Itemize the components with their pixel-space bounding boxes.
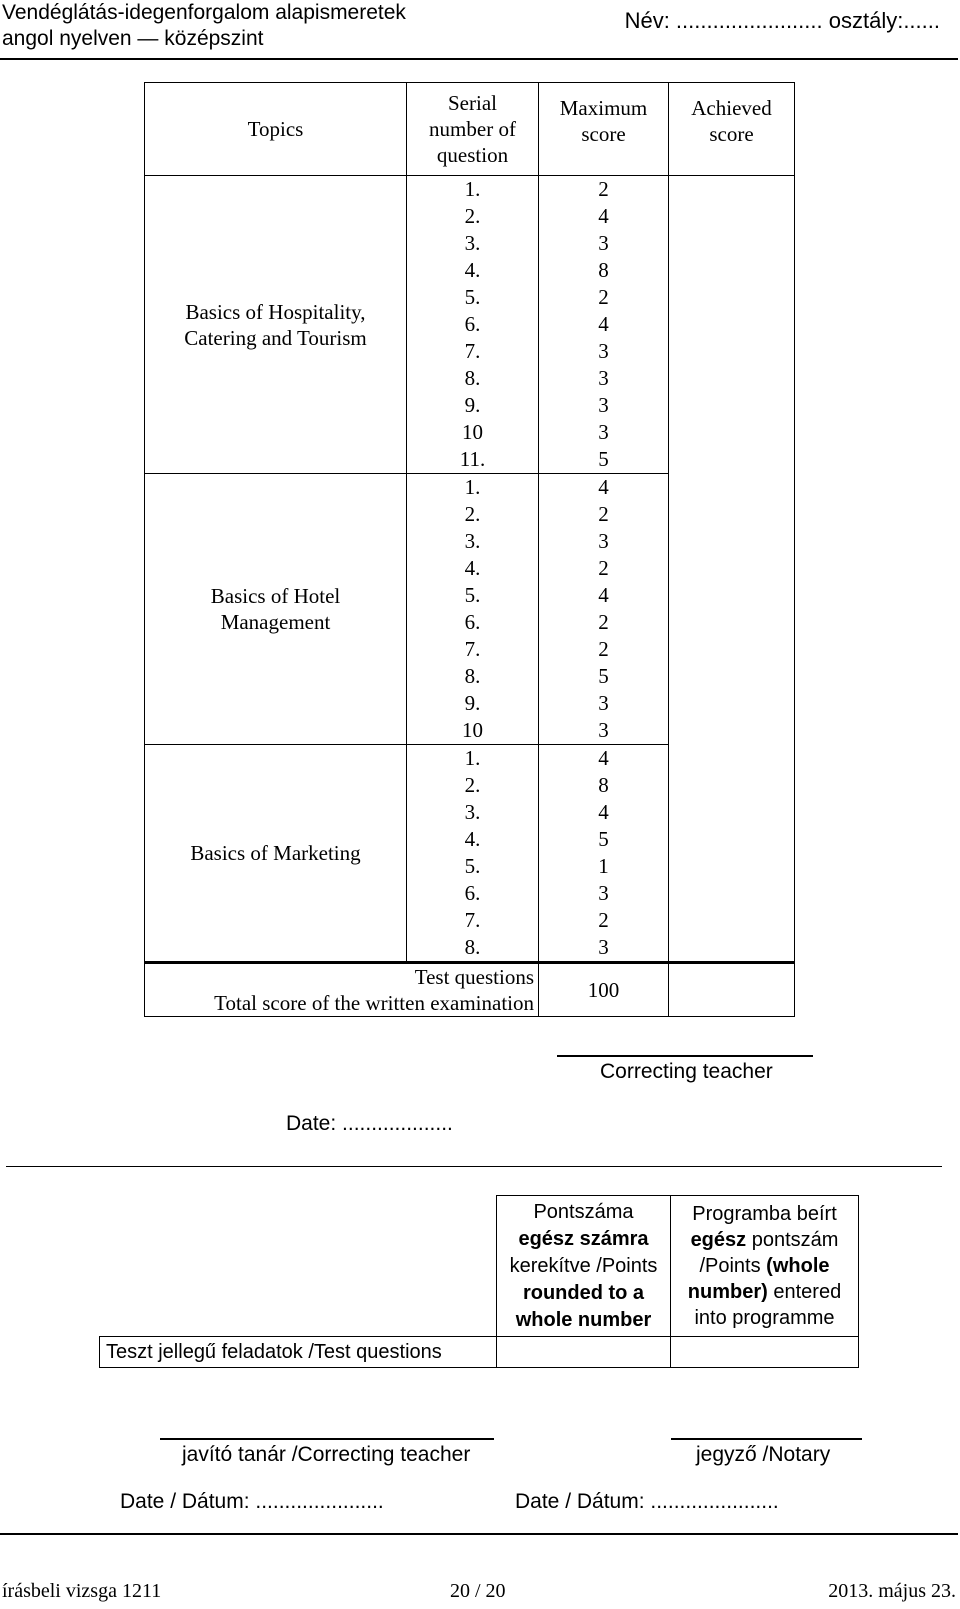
points-rounded-header: Pontszáma egész számra kerekítve /Points rounded to a whole number <box>497 1196 671 1337</box>
achieved-score-cell[interactable] <box>669 392 795 419</box>
max-score: 4 <box>539 582 669 609</box>
question-number: 6. <box>407 311 539 338</box>
teacher-signature-line <box>160 1438 494 1440</box>
max-score: 3 <box>539 690 669 717</box>
question-number: 3. <box>407 799 539 826</box>
teacher-date-field[interactable]: Date / Dátum: ...................... <box>120 1490 384 1513</box>
points-rounded-cell[interactable] <box>497 1337 671 1368</box>
header-title <box>2 0 406 52</box>
total-achieved-cell[interactable] <box>669 963 795 1017</box>
date-field[interactable]: Date: ................... <box>286 1112 453 1135</box>
max-score: 4 <box>539 474 669 502</box>
achieved-score-cell[interactable] <box>669 528 795 555</box>
achieved-score-cell[interactable] <box>669 907 795 934</box>
question-number: 6. <box>407 880 539 907</box>
achieved-score-cell[interactable] <box>669 419 795 446</box>
score-table-header <box>145 83 795 176</box>
question-number: 3. <box>407 230 539 257</box>
max-score: 3 <box>539 392 669 419</box>
max-score: 3 <box>539 934 669 963</box>
name-class-field[interactable]: Név: ........................ osztály:...... <box>624 8 940 33</box>
points-entered-header: Programba beírt egész pontszám /Points (whole number) entered into programme <box>671 1196 859 1337</box>
notary-date-field[interactable]: Date / Dátum: ...................... <box>515 1490 779 1513</box>
question-number: 2. <box>407 501 539 528</box>
max-score: 3 <box>539 717 669 745</box>
achieved-score-cell[interactable] <box>669 365 795 392</box>
total-label-line-1: Test questions <box>414 965 534 989</box>
achieved-score-cell[interactable] <box>669 311 795 338</box>
topic-cell: Basics of Hotel Management <box>145 474 407 745</box>
question-number: 10 <box>407 419 539 446</box>
max-score: 4 <box>539 745 669 773</box>
achieved-score-cell[interactable] <box>669 501 795 528</box>
achieved-score-cell[interactable] <box>669 284 795 311</box>
achieved-score-cell[interactable] <box>669 609 795 636</box>
max-score: 2 <box>539 636 669 663</box>
question-number: 6. <box>407 609 539 636</box>
max-score: 4 <box>539 311 669 338</box>
total-row <box>145 963 795 1017</box>
question-number: 7. <box>407 636 539 663</box>
col-topics: Topics <box>145 83 407 176</box>
max-score: 3 <box>539 419 669 446</box>
question-number: 3. <box>407 528 539 555</box>
question-number: 7. <box>407 907 539 934</box>
footer-date: 2013. május 23. <box>828 1580 956 1602</box>
question-number: 5. <box>407 284 539 311</box>
max-score: 2 <box>539 555 669 582</box>
achieved-score-cell[interactable] <box>669 474 795 502</box>
points-blank <box>100 1196 497 1337</box>
header-line-1: Vendéglátás-idegenforgalom alapismeretek <box>2 1 406 24</box>
teacher-signature-label: javító tanár /Correcting teacher <box>182 1443 471 1466</box>
question-number: 5. <box>407 853 539 880</box>
max-score: 8 <box>539 772 669 799</box>
col-achieved: Achieved score <box>669 83 795 176</box>
footer-divider <box>0 1533 958 1535</box>
question-number: 8. <box>407 365 539 392</box>
max-score: 2 <box>539 284 669 311</box>
question-number: 1. <box>407 474 539 502</box>
achieved-score-cell[interactable] <box>669 446 795 474</box>
question-number: 9. <box>407 392 539 419</box>
achieved-score-cell[interactable] <box>669 745 795 773</box>
max-score: 3 <box>539 230 669 257</box>
max-score: 3 <box>539 880 669 907</box>
question-number: 4. <box>407 257 539 284</box>
max-score: 8 <box>539 257 669 284</box>
achieved-score-cell[interactable] <box>669 717 795 745</box>
question-number: 2. <box>407 772 539 799</box>
header-divider <box>0 58 958 60</box>
achieved-score-cell[interactable] <box>669 230 795 257</box>
points-table <box>99 1195 859 1368</box>
question-number: 7. <box>407 338 539 365</box>
achieved-score-cell[interactable] <box>669 880 795 907</box>
total-max-score: 100 <box>539 963 669 1017</box>
achieved-score-cell[interactable] <box>669 176 795 204</box>
question-number: 4. <box>407 555 539 582</box>
table-row <box>145 176 795 204</box>
achieved-score-cell[interactable] <box>669 772 795 799</box>
question-number: 1. <box>407 176 539 204</box>
notary-signature-label: jegyző /Notary <box>696 1443 831 1466</box>
achieved-score-cell[interactable] <box>669 555 795 582</box>
achieved-score-cell[interactable] <box>669 826 795 853</box>
max-score: 3 <box>539 365 669 392</box>
total-label <box>145 963 539 1017</box>
max-score: 2 <box>539 501 669 528</box>
points-header-row <box>100 1196 859 1337</box>
section-divider <box>6 1166 942 1167</box>
total-label-line-2: Total score of the written examination <box>214 991 534 1015</box>
col-max: Maximum score <box>539 83 669 176</box>
achieved-score-cell[interactable] <box>669 663 795 690</box>
achieved-score-cell[interactable] <box>669 257 795 284</box>
max-score: 4 <box>539 203 669 230</box>
achieved-score-cell[interactable] <box>669 203 795 230</box>
max-score: 1 <box>539 853 669 880</box>
topic-cell: Basics of Marketing <box>145 745 407 963</box>
question-number: 1. <box>407 745 539 773</box>
question-number: 10 <box>407 717 539 745</box>
question-number: 8. <box>407 934 539 963</box>
question-number: 5. <box>407 582 539 609</box>
footer-page-number: 20 / 20 <box>450 1580 506 1602</box>
question-number: 4. <box>407 826 539 853</box>
points-data-row <box>100 1337 859 1368</box>
achieved-score-cell[interactable] <box>669 799 795 826</box>
achieved-score-cell[interactable] <box>669 690 795 717</box>
header-line-2: angol nyelven — középszint <box>2 27 264 50</box>
max-score: 2 <box>539 907 669 934</box>
max-score: 5 <box>539 663 669 690</box>
correcting-teacher-signature-line <box>557 1055 813 1057</box>
achieved-score-cell[interactable] <box>669 934 795 963</box>
achieved-score-cell[interactable] <box>669 582 795 609</box>
max-score: 3 <box>539 528 669 555</box>
points-entered-cell[interactable] <box>671 1337 859 1368</box>
achieved-score-cell[interactable] <box>669 636 795 663</box>
topic-cell: Basics of Hospitality, Catering and Tourism <box>145 176 407 474</box>
question-number: 8. <box>407 663 539 690</box>
max-score: 2 <box>539 176 669 204</box>
max-score: 2 <box>539 609 669 636</box>
max-score: 5 <box>539 826 669 853</box>
question-number: 9. <box>407 690 539 717</box>
question-number: 11. <box>407 446 539 474</box>
question-number: 2. <box>407 203 539 230</box>
footer-exam-code: írásbeli vizsga 1211 <box>2 1580 162 1602</box>
max-score: 3 <box>539 338 669 365</box>
achieved-score-cell[interactable] <box>669 338 795 365</box>
max-score: 4 <box>539 799 669 826</box>
correcting-teacher-label: Correcting teacher <box>600 1060 773 1083</box>
max-score: 5 <box>539 446 669 474</box>
table-row <box>145 745 795 773</box>
table-row <box>145 474 795 502</box>
score-table <box>144 82 795 1017</box>
col-serial: Serial number of question <box>407 83 539 176</box>
notary-signature-line <box>671 1438 862 1440</box>
achieved-score-cell[interactable] <box>669 853 795 880</box>
test-questions-label: Teszt jellegű feladatok /Test questions <box>100 1337 497 1368</box>
